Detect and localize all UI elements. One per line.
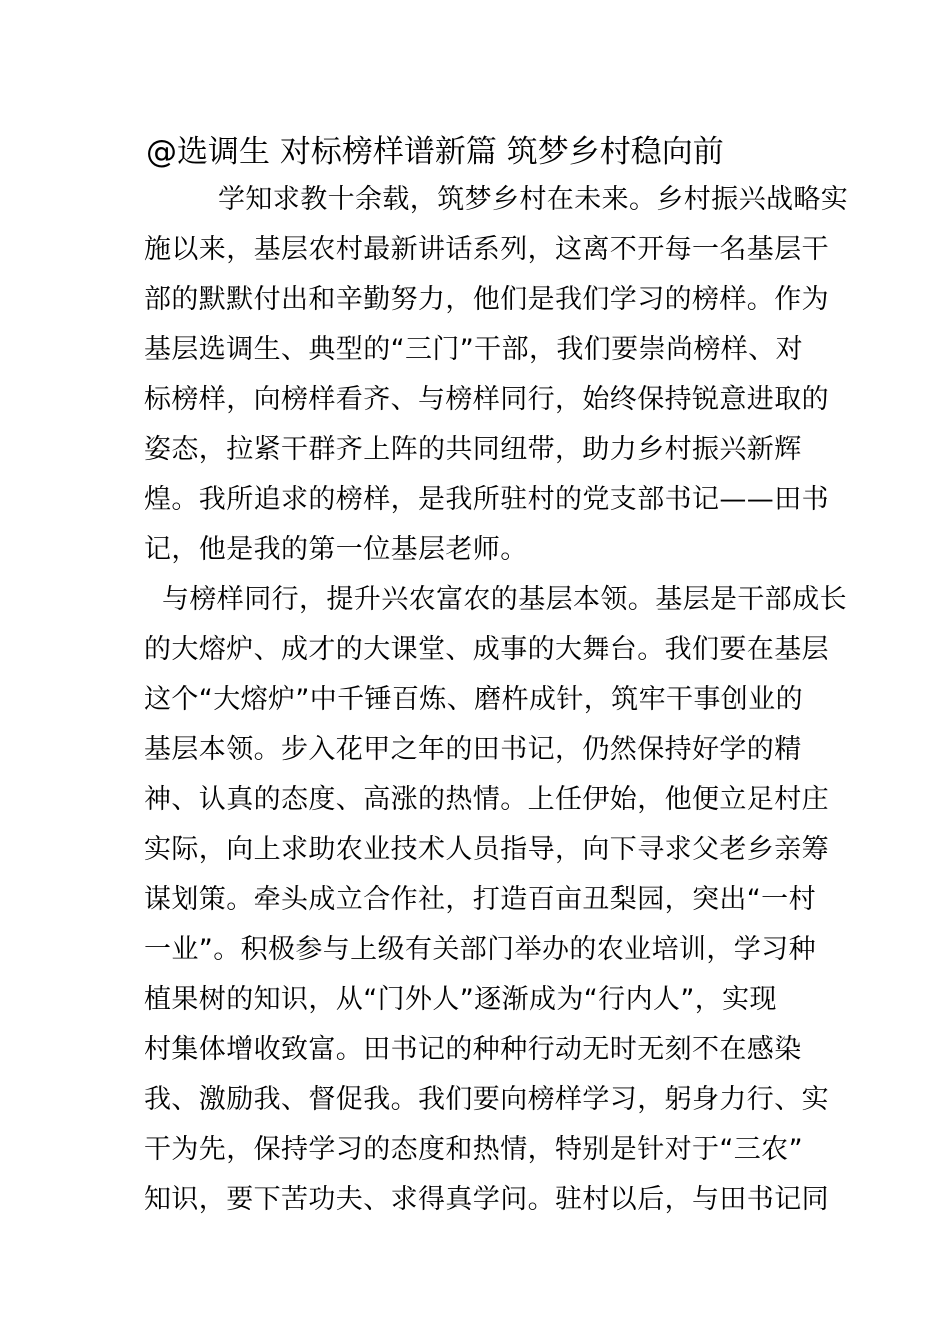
paragraph-line: 标榜样，向榜样看齐、与榜样同行，始终保持锐意进取的	[144, 384, 829, 415]
paragraph-line: 与榜样同行，提升兴农富农的基层本领。基层是干部成长	[162, 584, 847, 615]
paragraph-line: 基层本领。步入花甲之年的田书记，仍然保持好学的精	[144, 734, 802, 765]
paragraph-line: 谋划策。牵头成立合作社，打造百亩丑梨园，突出“一村	[144, 884, 816, 915]
paragraph-line: 的大熔炉、成才的大课堂、成事的大舞台。我们要在基层	[144, 634, 829, 665]
paragraph-line: 干为先，保持学习的态度和热情，特别是针对于“三农”	[144, 1134, 803, 1165]
paragraph-line: 煌。我所追求的榜样，是我所驻村的党支部书记——田书	[144, 484, 829, 515]
paragraph-line: 姿态，拉紧干群齐上阵的共同纽带，助力乡村振兴新辉	[144, 434, 802, 465]
paragraph-line: 植果树的知识，从“门外人”逐渐成为“行内人”，实现	[144, 984, 777, 1015]
paragraph-line: 一业”。积极参与上级有关部门举办的农业培训，学习种	[144, 934, 816, 965]
paragraph-line: 基层选调生、典型的“三门”干部，我们要崇尚榜样、对	[144, 334, 803, 365]
paragraph-line: 实际，向上求助农业技术人员指导，向下寻求父老乡亲筹	[144, 834, 829, 865]
paragraph-line: 知识，要下苦功夫、求得真学问。驻村以后，与田书记同	[144, 1184, 829, 1215]
paragraph-line: 部的默默付出和辛勤努力，他们是我们学习的榜样。作为	[144, 284, 829, 315]
paragraph-line: 神、认真的态度、高涨的热情。上任伊始，他便立足村庄	[144, 784, 829, 815]
paragraph-line: 这个“大熔炉”中千锤百炼、磨杵成针，筑牢干事创业的	[144, 684, 803, 715]
paragraph-line: 施以来，基层农村最新讲话系列，这离不开每一名基层干	[144, 234, 829, 265]
document-title: @选调生 对标榜样谱新篇 筑梦乡村稳向前	[146, 134, 724, 170]
paragraph-line: 记，他是我的第一位基层老师。	[144, 534, 528, 565]
paragraph-line: 村集体增收致富。田书记的种种行动无时无刻不在感染	[144, 1034, 802, 1065]
paragraph-line: 学知求教十余载，筑梦乡村在未来。乡村振兴战略实	[218, 184, 849, 215]
paragraph-line: 我、激励我、督促我。我们要向榜样学习，躬身力行、实	[144, 1084, 829, 1115]
